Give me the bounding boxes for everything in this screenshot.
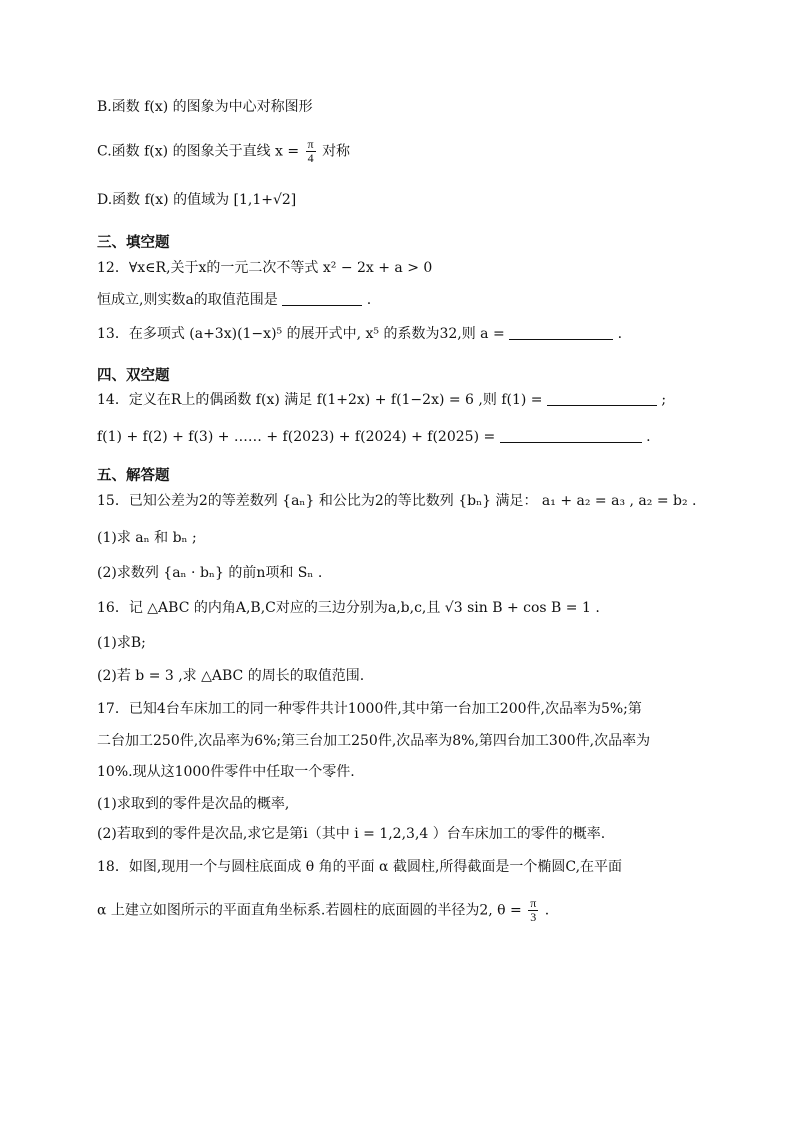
answer-blank (500, 428, 642, 443)
q12-line2 (97, 290, 371, 310)
q16-part2: (2)若 b = 3 ,求 △ABC 的周长的取值范围. (97, 668, 365, 684)
q13 (97, 324, 622, 344)
answer-blank (282, 291, 362, 306)
option-c (97, 138, 350, 165)
q14-end2: . (646, 429, 651, 445)
q13-end: . (617, 326, 623, 342)
q18-text: α 上建立如图所示的平面直角坐标系.若圆柱的底面圆的半径为2, θ = (97, 902, 522, 919)
q14-line2 (97, 427, 651, 447)
q17-part1: (1)求取到的零件是次品的概率, (97, 796, 290, 812)
q17-line3: 10%.现从这1000件零件中任取一个零件. (97, 764, 355, 780)
q16-stem: 16．记 △ABC 的内角A,B,C对应的三边分别为a,b,c,且 √3 sin B + cos B = 1 . (97, 600, 600, 616)
q18-line1: 18．如图,现用一个与圆柱底面成 θ 角的平面 α 截圆柱,所得截面是一个椭圆C,在平面 (97, 859, 623, 875)
q15-part1: (1)求 aₙ 和 bₙ ; (97, 530, 197, 546)
answer-blank (509, 325, 613, 340)
option-c-end: 对称 (322, 143, 351, 160)
q12-line1: 12．∀x∈R,关于x的一元二次不等式 x² − 2x + a > 0 (97, 260, 433, 276)
q14-text: 14．定义在R上的偶函数 f(x) 满足 f(1+2x) + f(1−2x) = 6 ,则 f(1) = (97, 392, 543, 408)
q17-line1: 17．已知4台车床加工的同一种零件共计1000件,其中第一台加工200件,次品率为5%;第 (97, 701, 642, 717)
q16-part1: (1)求B; (97, 635, 146, 651)
q12-end: . (366, 292, 372, 308)
option-d: D.函数 f(x) 的值域为 [1,1+√2] (97, 192, 297, 208)
fraction-pi-over-4: $\frac{\pi}{4}$ (307, 137, 314, 165)
q14-line1 (97, 390, 666, 410)
q15-part2: (2)求数列 {aₙ · bₙ} 的前n项和 Sₙ . (97, 565, 323, 581)
q14-end1: ; (661, 392, 667, 408)
option-b: B.函数 f(x) 的图象为中心对称图形 (97, 99, 313, 115)
answer-blank (547, 391, 657, 406)
fraction-pi-over-3: $\frac{\pi}{3}$ (530, 896, 537, 924)
q15-stem: 15．已知公差为2的等差数列 {aₙ} 和公比为2的等比数列 {bₙ} 满足： a₁ + a₂ = a₃ , a₂ = b₂ . (97, 493, 697, 509)
q14-sum-text: f(1) + f(2) + f(3) + …… + f(2023) + f(2024) + f(2025) = (97, 429, 496, 445)
q18-line2 (97, 897, 549, 924)
section-answer: 五、解答题 (97, 468, 170, 484)
section-double-blank: 四、双空题 (97, 368, 170, 384)
option-c-text: C.函数 f(x) 的图象关于直线 x = (97, 143, 300, 160)
q13-text: 13．在多项式 (a+3x)(1−x)⁵ 的展开式中, x⁵ 的系数为32,则 a = (97, 326, 505, 342)
q12-text: 恒成立,则实数a的取值范围是 (97, 292, 278, 308)
q17-line2: 二台加工250件,次品率为6%;第三台加工250件,次品率为8%,第四台加工300件,次品率为 (97, 733, 651, 749)
q18-end: . (544, 902, 550, 919)
q17-part2: (2)若取到的零件是次品,求它是第i（其中 i = 1,2,3,4 ）台车床加工的零件的概率. (97, 826, 606, 842)
section-fill-blank: 三、填空题 (97, 235, 170, 251)
